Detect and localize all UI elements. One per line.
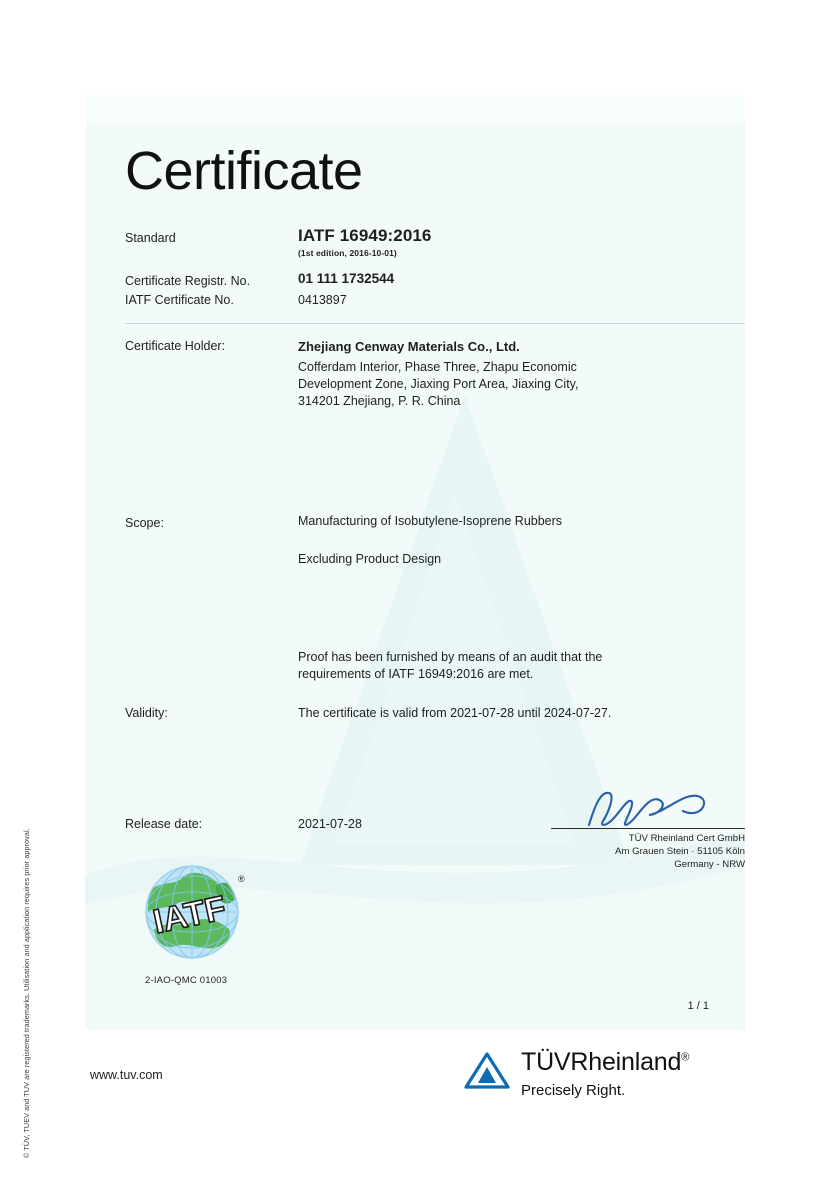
tuv-triangle-icon	[463, 1050, 511, 1090]
side-disclaimer-text: © TÜV, TUEV and TUV are registered trademarks. Utilisation and application requires prior approval.	[22, 828, 31, 1158]
iatf-globe-icon	[130, 850, 258, 970]
signature-company-region: Germany - NRW	[674, 858, 745, 870]
standard-label: Standard	[125, 231, 176, 245]
page-number: 1 / 1	[687, 1000, 709, 1012]
standard-value: IATF 16949:2016	[298, 226, 432, 245]
validity-label: Validity:	[125, 706, 168, 720]
footer-url[interactable]: www.tuv.com	[90, 1068, 163, 1082]
scope-line-2: Excluding Product Design	[298, 552, 442, 566]
registration-label: Certificate Registr. No.	[125, 274, 251, 288]
holder-address-line1: Cofferdam Interior, Phase Three, Zhapu Economic	[298, 360, 577, 374]
proof-line-2: requirements of IATF 16949:2016 are met.	[298, 667, 534, 681]
release-date-label: Release date:	[125, 817, 203, 831]
panel-top-fade	[85, 95, 745, 125]
iatf-number-label: IATF Certificate No.	[125, 293, 234, 307]
tuv-brand-text: TÜVRheinland	[521, 1048, 682, 1076]
release-date-value: 2021-07-28	[298, 817, 362, 831]
signature-company-address: Am Grauen Stein · 51105 Köln	[615, 845, 745, 857]
signature-icon	[583, 785, 723, 833]
header-divider	[125, 323, 745, 324]
accreditation-code: 2-IAO-QMC 01003	[145, 975, 228, 986]
tuv-registered-mark: ®	[681, 1051, 690, 1064]
holder-label: Certificate Holder:	[125, 339, 226, 353]
validity-value: The certificate is valid from 2021-07-28 until 2024-07-27.	[298, 706, 612, 720]
tuv-tagline: Precisely Right.	[521, 1082, 626, 1099]
scope-label: Scope:	[125, 516, 164, 530]
svg-text:IATF: IATF	[149, 888, 230, 942]
tuv-rheinland-logo	[463, 1046, 763, 1108]
signature-company	[525, 833, 745, 872]
holder-name: Zhejiang Cenway Materials Co., Ltd.	[298, 339, 520, 354]
proof-line-1: Proof has been furnished by means of an audit that the	[298, 650, 603, 664]
registration-value: 01 111 1732544	[298, 271, 395, 286]
scope-line-1: Manufacturing of Isobutylene-Isoprene Rubbers	[298, 514, 563, 528]
holder-address-line2: Development Zone, Jiaxing Port Area, Jiaxing City,	[298, 377, 579, 391]
iatf-number-value: 0413897	[298, 293, 347, 307]
certificate-panel	[85, 95, 745, 1030]
tuv-brand-name	[521, 1048, 689, 1077]
svg-text:®: ®	[238, 874, 245, 884]
standard-edition: (1st edition, 2016-10-01)	[298, 248, 397, 258]
signature-line	[551, 828, 745, 829]
page-title: Certificate	[125, 141, 363, 201]
signature-company-name: TÜV Rheinland Cert GmbH	[628, 833, 745, 844]
holder-address-line3: 314201 Zhejiang, P. R. China	[298, 394, 461, 408]
